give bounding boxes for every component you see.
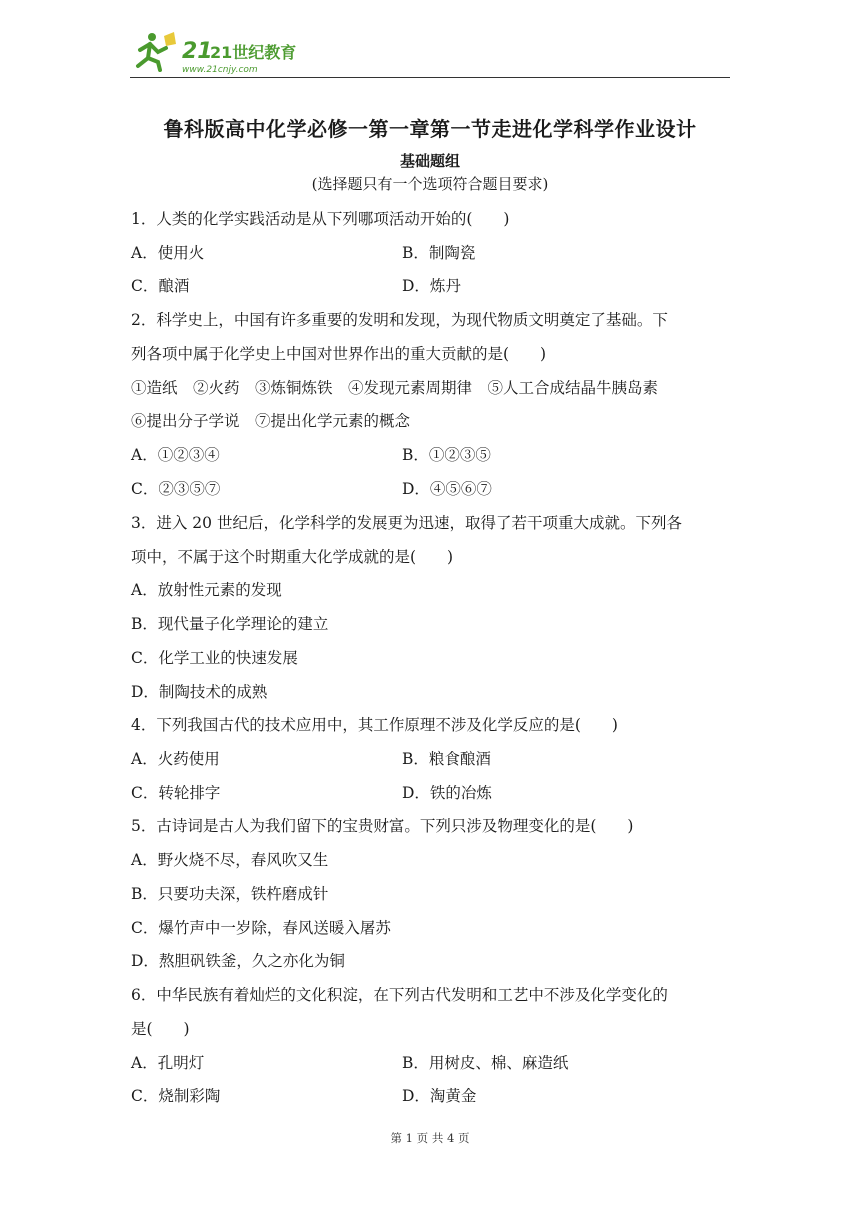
option-d: D．④⑤⑥⑦ — [402, 480, 492, 498]
option-c: C．烧制彩陶 — [131, 1087, 221, 1105]
svg-text:21: 21 — [182, 39, 213, 64]
question-stem: 3．进入 20 世纪后，化学科学的发展更为迅速，取得了若干项重大成就。下列各 — [131, 514, 682, 532]
question-stem: 项中，不属于这个时期重大化学成就的是( ) — [131, 548, 454, 566]
option-a: A．火药使用 — [131, 750, 220, 768]
option-d: D．熬胆矾铁釜，久之亦化为铜 — [131, 952, 345, 970]
question-stem: 2．科学史上，中国有许多重要的发明和发现，为现代物质文明奠定了基础。下 — [131, 311, 668, 329]
question-stem: 列各项中属于化学史上中国对世界作出的重大贡献的是( ) — [131, 345, 547, 363]
option-a: A．野火烧不尽，春风吹又生 — [131, 851, 329, 869]
option-b: B．制陶瓷 — [402, 244, 476, 262]
question-stem: 6．中华民族有着灿烂的文化积淀，在下列古代发明和工艺中不涉及化学变化的 — [131, 986, 668, 1004]
option-b: B．用树皮、棉、麻造纸 — [402, 1054, 569, 1072]
option-b: B．①②③⑤ — [402, 446, 491, 464]
question-stem: 是( ) — [131, 1020, 190, 1038]
page-footer: 第 1 页 共 4 页 — [390, 1131, 470, 1145]
option-c: C．②③⑤⑦ — [131, 480, 221, 498]
option-c: C．爆竹声中一岁除，春风送暖入屠苏 — [131, 919, 391, 937]
option-a: A．①②③④ — [131, 446, 220, 464]
question-stem: ①造纸 ②火药 ③炼铜炼铁 ④发现元素周期律 ⑤人工合成结晶牛胰岛素 — [131, 379, 659, 397]
site-logo — [130, 28, 300, 76]
option-b: B．粮食酿酒 — [402, 750, 491, 768]
option-c: C．转轮排字 — [131, 784, 221, 802]
section-subtitle: 基础题组 — [399, 152, 460, 170]
instruction-note: (选择题只有一个选项符合题目要求) — [311, 175, 549, 193]
question-stem: 4．下列我国古代的技术应用中，其工作原理不涉及化学反应的是( ) — [131, 716, 618, 734]
option-a: A．放射性元素的发现 — [131, 581, 282, 599]
question-stem: ⑥提出分子学说 ⑦提出化学元素的概念 — [131, 412, 411, 430]
option-a: A．孔明灯 — [131, 1054, 205, 1072]
option-c: C．化学工业的快速发展 — [131, 649, 298, 667]
svg-text:www.21cnjy.com: www.21cnjy.com — [182, 65, 258, 75]
page-header — [130, 28, 730, 80]
option-c: C．酿酒 — [131, 277, 190, 295]
question-stem: 1．人类的化学实践活动是从下列哪项活动开始的( ) — [131, 210, 510, 228]
option-d: D．制陶技术的成熟 — [131, 683, 268, 701]
header-divider — [130, 77, 730, 78]
option-d: D．铁的冶炼 — [402, 784, 492, 802]
svg-text:21世纪教育: 21世纪教育 — [210, 43, 297, 62]
option-b: B．现代量子化学理论的建立 — [131, 615, 329, 633]
option-d: D．淘黄金 — [402, 1087, 477, 1105]
option-a: A．使用火 — [131, 244, 205, 262]
document-title: 鲁科版高中化学必修一第一章第一节走进化学科学作业设计 — [163, 117, 697, 141]
question-stem: 5．古诗词是古人为我们留下的宝贵财富。下列只涉及物理变化的是( ) — [131, 817, 634, 835]
option-b: B．只要功夫深，铁杵磨成针 — [131, 885, 329, 903]
option-d: D．炼丹 — [402, 277, 461, 295]
